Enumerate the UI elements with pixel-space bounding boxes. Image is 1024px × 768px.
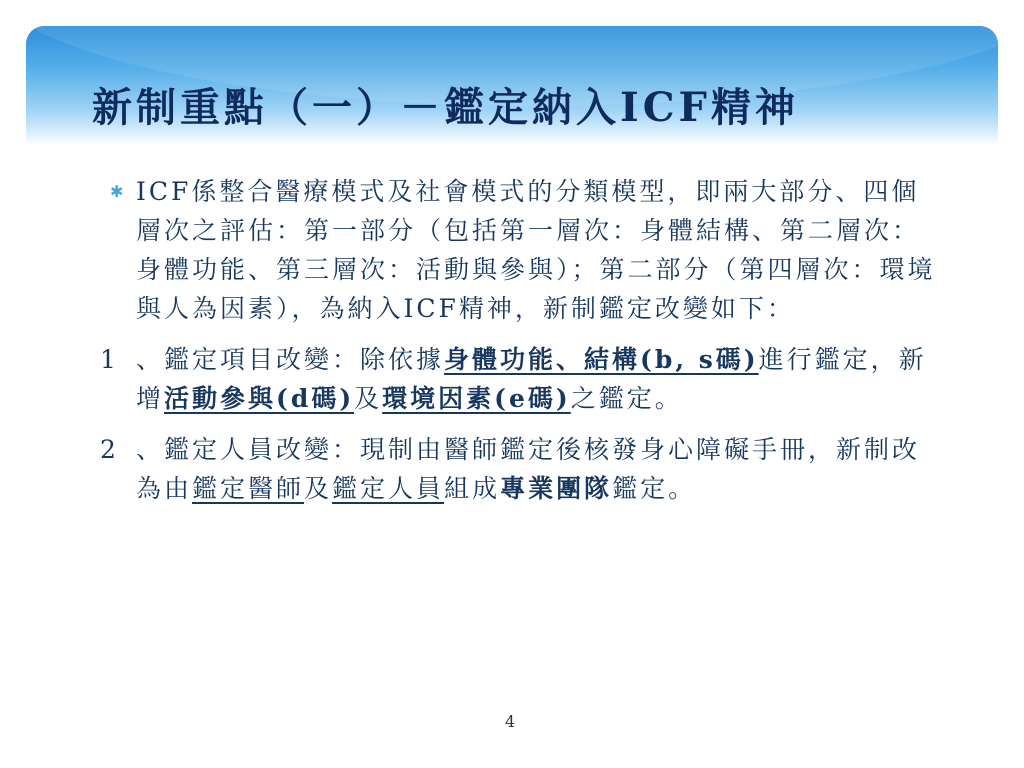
emphasis-text: 環境因素(e碼)	[382, 384, 571, 413]
page-number: 4	[505, 712, 516, 731]
item-number: 2	[100, 435, 119, 464]
list-item-1	[100, 340, 940, 418]
underlined-text: 鑑定人員	[332, 474, 445, 503]
list-item-2	[100, 430, 940, 508]
bold-text: 專業團隊	[500, 474, 613, 503]
emphasis-text: 活動參與(d碼)	[164, 384, 355, 413]
bullet-paragraph	[100, 172, 940, 328]
item-text: 及	[304, 474, 333, 503]
emphasis-text: 身體功能、結構(b, s碼)	[444, 345, 759, 374]
item-number: 1	[100, 345, 119, 374]
item-text: 進行鑑定，新增	[136, 345, 927, 413]
slide-body	[100, 172, 940, 508]
item-text: 組成	[444, 474, 501, 503]
item-text: 、鑑定人員改變：現制由醫師鑑定後核發身心障礙手冊，新制改為由	[136, 435, 921, 503]
item-text: 之鑑定。	[570, 384, 683, 413]
slide-title: 新制重點（一）－鑑定納入ICF精神	[92, 84, 799, 131]
item-text: 鑑定。	[612, 474, 697, 503]
item-text: 、鑑定項目改變：除依據	[136, 345, 445, 374]
item-text: 及	[354, 384, 383, 413]
underlined-text: 鑑定醫師	[192, 474, 305, 503]
bullet-text: ICF係整合醫療模式及社會模式的分類模型，即兩大部分、四個層次之評估：第一部分（包括第一層次：身體結構、第二層次：身體功能、第三層次：活動與參與）；第二部分（第四層次：環境與人為因素），為納入ICF精神，新制鑑定改變如下：	[136, 177, 936, 323]
asterisk-bullet-icon: ✱	[110, 182, 127, 201]
